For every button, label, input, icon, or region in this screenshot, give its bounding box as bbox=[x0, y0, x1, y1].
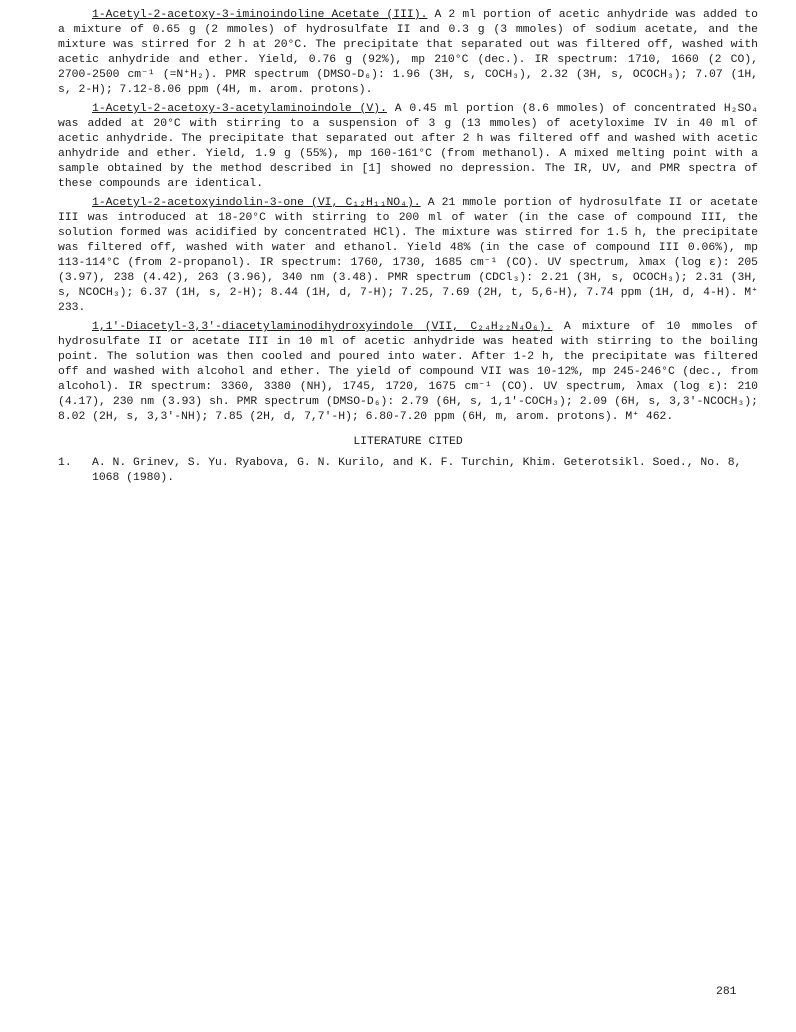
paragraph-compound-vi bbox=[58, 196, 758, 316]
paragraph-compound-v bbox=[58, 102, 758, 192]
compound-iii-title: 1-Acetyl-2-acetoxy-3-iminoindoline Acetate (III). bbox=[92, 9, 428, 21]
compound-v-title: 1-Acetyl-2-acetoxy-3-acetylaminoindole (V). bbox=[92, 103, 387, 115]
compound-vii-body: A mixture of 10 mmoles of hydrosulfate II or acetate III in 10 ml of acetic anhydride was heated with stirring to the boiling point. The solution was then cooled and poured into water. After 1-2 h, the precipitate was filtered off and washed with alcohol and ether. The yield of compound VII was 10-12%, mp 245-246°C (dec., from alcohol). IR spectrum: 3360, 3380 (NH), 1745, 1720, 1675 cm⁻¹ (CO). UV spectrum, λmax (log ε): 210 (4.17), 230 nm (3.93) sh. PMR spectrum (DMSO-D₆): 2.79 (6H, s, 1,1'-COCH₃); 2.09 (6H, s, 3,3'-NCOCH₃); 8.02 (2H, s, 3,3'-NH); 7.85 (2H, d, 7,7'-H); 6.80-7.20 ppm (6H, m, arom. protons). M⁺ 462. bbox=[58, 321, 758, 423]
page-number: 281 bbox=[716, 986, 737, 998]
reference-text: A. N. Grinev, S. Yu. Ryabova, G. N. Kurilo, and K. F. Turchin, Khim. Geterotsikl. Soed., No. 8, 1068 (1980). bbox=[92, 457, 742, 484]
reference-item bbox=[58, 456, 758, 486]
compound-vi-body: A 21 mmole portion of hydrosulfate II or acetate III was introduced at 18-20°C with stirring to 200 ml of water (in the case of compound III, the solution formed was acidified by concentrated HCl). The mixture was stirred for 1.5 h, the precipitate was filtered off, washed with water and ethanol. Yield 48% (in the case of compound III 0.06%), mp 113-114°C (from 2-propanol). IR spectrum: 1760, 1730, 1685 cm⁻¹ (CO). UV spectrum, λmax (log ε): 205 (3.97), 238 (4.42), 263 (3.96), 340 nm (3.48). PMR spectrum (CDCl₃): 2.21 (3H, s, OCOCH₃); 2.31 (3H, s, NCOCH₃); 6.37 (1H, s, 2-H); 8.44 (1H, d, 7-H); 7.25, 7.69 (2H, t, 5,6-H), 7.74 ppm (1H, d, 4-H). M⁺ 233. bbox=[58, 197, 758, 314]
references-heading: LITERATURE CITED bbox=[353, 436, 463, 448]
compound-v-body: A 0.45 ml portion (8.6 mmoles) of concentrated H₂SO₄ was added at 20°C with stirring to a suspension of 3 g (13 mmoles) of acetyloxime IV in 40 ml of acetic anhydride. The precipitate that separated out after 2 h was filtered off and washed with acetic anhydride and ether. Yield, 1.9 g (55%), mp 160-161°C (from methanol). A mixed melting point with a sample obtained by the method described in [1] showed no depression. The IR, UV, and PMR spectra of these compounds are identical. bbox=[58, 103, 758, 190]
paragraph-compound-vii bbox=[58, 320, 758, 425]
reference-number: 1. bbox=[58, 457, 72, 469]
compound-iii-body: A 2 ml portion of acetic anhydride was added to a mixture of 0.65 g (2 mmoles) of hydrosulfate II and 0.3 g (3 mmoles) of sodium acetate, and the mixture was stirred for 2 h at 20°C. The precipitate that separated out was filtered off, washed with acetic anhydride and ether. Yield, 0.76 g (92%), mp 210°C (dec.). IR spectrum: 1710, 1660 (2 CO), 2700-2500 cm⁻¹ (=N⁺H₂). PMR spectrum (DMSO-D₆): 1.96 (3H, s, COCH₃), 2.32 (3H, s, OCOCH₃); 7.07 (1H, s, 2-H); 7.12-8.06 ppm (4H, m. arom. protons). bbox=[58, 9, 758, 96]
compound-vi-title: 1-Acetyl-2-acetoxyindolin-3-one (VI, C₁₂H₁₁NO₄). bbox=[92, 197, 421, 209]
page-content bbox=[58, 8, 758, 486]
paragraph-compound-iii bbox=[58, 8, 758, 98]
compound-vii-title: 1,1'-Diacetyl-3,3'-diacetylaminodihydroxyindole (VII, C₂₄H₂₂N₄O₆). bbox=[92, 321, 553, 333]
